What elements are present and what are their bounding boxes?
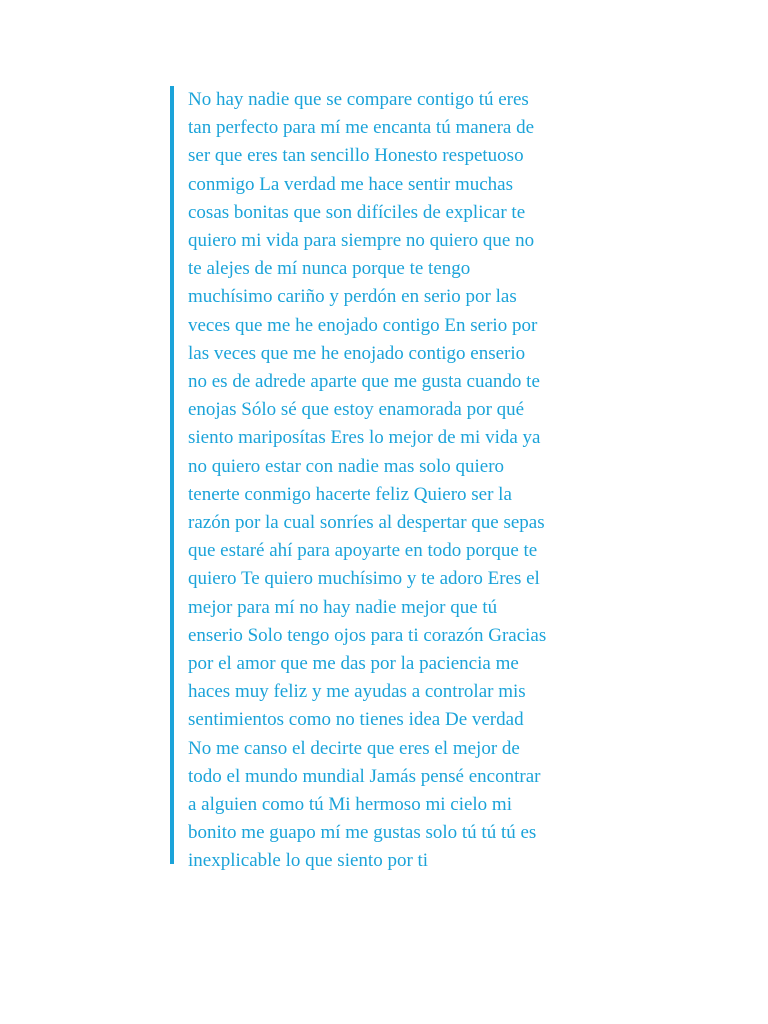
quote-text: No hay nadie que se compare contigo tú eres tan perfecto para mí me encanta tú manera de ser que eres tan sencillo Honesto respetuoso conmigo La verdad me hace sentir muchas cosas bonitas que son difíciles de explicar te quiero mi vida para siempre no quiero que no te alejes de mí nunca porque te tengo muchísimo cariño y perdón en serio por las veces que me he enojado contigo En serio por las veces que me he enojado contigo enserio no es de adrede aparte que me gusta cuando te enojas Sólo sé que estoy enamorada por qué siento mariposítas Eres lo mejor de mi vida ya no quiero estar con nadie mas solo quiero tenerte conmigo hacerte feliz Quiero ser la razón por la cual sonríes al despertar que sepas que estaré ahí para apoyarte en todo porque te quiero Te quiero muchísimo y te adoro Eres el mejor para mí no hay nadie mejor que tú enserio Solo tengo ojos para ti corazón Gracias por el amor que me das por la paciencia me haces muy feliz y me ayudas a controlar mis sentimientos como no tienes idea De verdad No me canso el decirte que eres el mejor de todo el mundo mundial Jamás pensé encontrar a alguien como tú Mi hermoso mi cielo mi bonito me guapo mí me gustas solo tú tú tú es inexplicable lo que siento por ti [188,89,547,872]
quote-accent-bar [170,86,174,864]
blockquote [170,86,590,872]
